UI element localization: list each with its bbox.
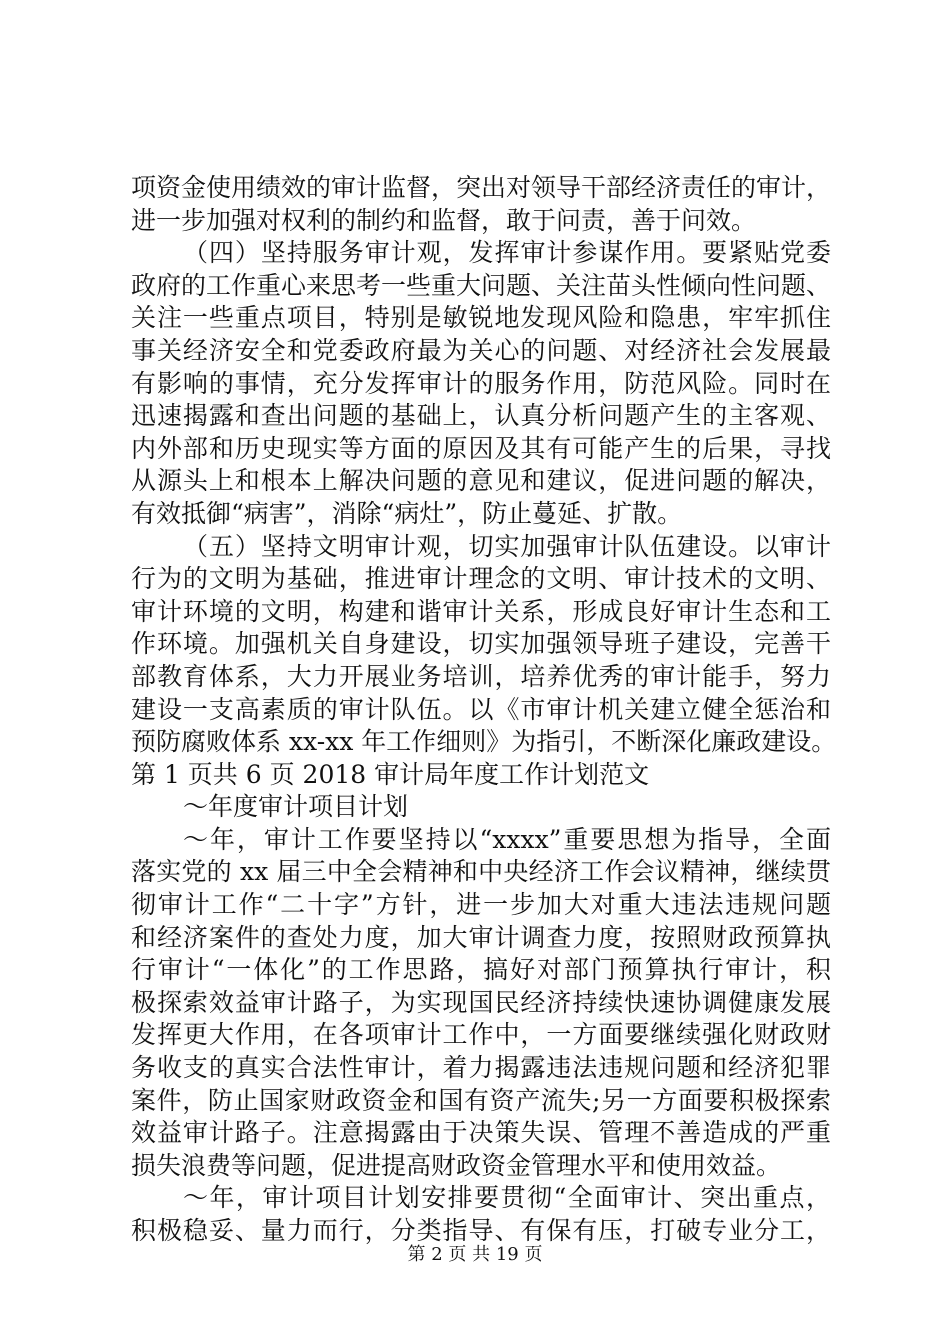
paragraph bbox=[131, 1182, 831, 1247]
text-line: （五）坚持文明审计观，切实加强审计队伍建设。以审计 bbox=[183, 531, 831, 561]
text-line: ～年，审计工作要坚持以“xxxx”重要思想为指导，全面 bbox=[183, 824, 831, 854]
text-line: 落实党的 xx 届三中全会精神和中央经济工作会议精神，继续贯 bbox=[131, 857, 831, 887]
text-line: 案件，防止国家财政资金和国有资产流失;另一方面要积极探索 bbox=[131, 1085, 831, 1115]
text-line: 政府的工作重心来思考一些重大问题、关注苗头性倾向性问题、 bbox=[131, 270, 832, 300]
text-line: 预防腐败体系 xx-xx 年工作细则》为指引，不断深化廉政建设。 bbox=[131, 727, 837, 757]
text-line: 有效抵御“病害”，消除“病灶”，防止蔓延、扩散。 bbox=[131, 498, 683, 528]
text-line: 部教育体系，大力开展业务培训，培养优秀的审计能手，努力 bbox=[131, 661, 831, 691]
text-line: 极探索效益审计路子，为实现国民经济持续快速协调健康发展 bbox=[131, 987, 831, 1017]
text-line: 迅速揭露和查出问题的基础上，认真分析问题产生的主客观、 bbox=[131, 401, 831, 431]
text-line: 行审计“一体化”的工作思路，搞好对部门预算执行审计，积 bbox=[131, 955, 831, 985]
text-line: 关注一些重点项目，特别是敏锐地发现风险和隐患，牢牢抓住 bbox=[131, 303, 831, 333]
text-line: 行为的文明为基础，推进审计理念的文明、审计技术的文明、 bbox=[131, 564, 831, 594]
paragraph bbox=[131, 824, 831, 1183]
paragraph bbox=[131, 172, 831, 237]
text-line: 事关经济安全和党委政府最为关心的问题、对经济社会发展最 bbox=[131, 335, 831, 365]
section-heading bbox=[131, 791, 831, 824]
text-line: 作环境。加强机关自身建设，切实加强领导班子建设，完善干 bbox=[131, 629, 831, 659]
text-line: 损失浪费等问题，促进提高财政资金管理水平和使用效益。 bbox=[131, 1150, 782, 1180]
text-line: 建设一支高素质的审计队伍。以《市审计机关建立健全惩治和 bbox=[131, 694, 831, 724]
text-line: 发挥更大作用，在各项审计工作中，一方面要继续强化财政财 bbox=[131, 1020, 831, 1050]
page-footer bbox=[0, 1243, 950, 1267]
text-line: ～年，审计项目计划安排要贯彻“全面审计、突出重点， bbox=[183, 1183, 831, 1213]
text-line: 积极稳妥、量力而行，分类指导、有保有压，打破专业分工， bbox=[131, 1216, 831, 1245]
text-line: 有影响的事情，充分发挥审计的服务作用，防范风险。同时在 bbox=[131, 368, 831, 398]
text-line: 审计环境的文明，构建和谐审计关系，形成良好审计生态和工 bbox=[131, 596, 831, 626]
text-line: 务收支的真实合法性审计，着力揭露违法违规问题和经济犯罪 bbox=[131, 1053, 831, 1083]
text-line: 第 1 页共 6 页 2018 审计局年度工作计划范文 bbox=[131, 759, 650, 789]
paragraph bbox=[131, 531, 837, 792]
text-line: 彻审计工作“二十字”方针，进一步加大对重大违法违规问题 bbox=[131, 890, 831, 920]
text-line: 效益审计路子。注意揭露由于决策失误、管理不善造成的严重 bbox=[131, 1118, 831, 1148]
text-line: （四）坚持服务审计观，发挥审计参谋作用。要紧贴党委 bbox=[183, 238, 831, 268]
text-line: 从源头上和根本上解决问题的意见和建议，促进问题的解决， bbox=[131, 466, 831, 496]
text-line: 项资金使用绩效的审计监督，突出对领导干部经济责任的审计， bbox=[131, 173, 832, 202]
text-line: 和经济案件的查处力度，加大审计调查力度，按照财政预算执 bbox=[131, 922, 831, 952]
paragraph bbox=[131, 237, 831, 530]
text-line: ～年度审计项目计划 bbox=[183, 792, 409, 822]
document-body bbox=[131, 172, 837, 1248]
text-line: 内外部和历史现实等方面的原因及其有可能产生的后果，寻找 bbox=[131, 433, 831, 463]
page-number: 第 2 页 共 19 页 bbox=[407, 1244, 543, 1265]
text-line: 进一步加强对权利的制约和监督，敢于问责，善于问效。 bbox=[131, 205, 757, 235]
